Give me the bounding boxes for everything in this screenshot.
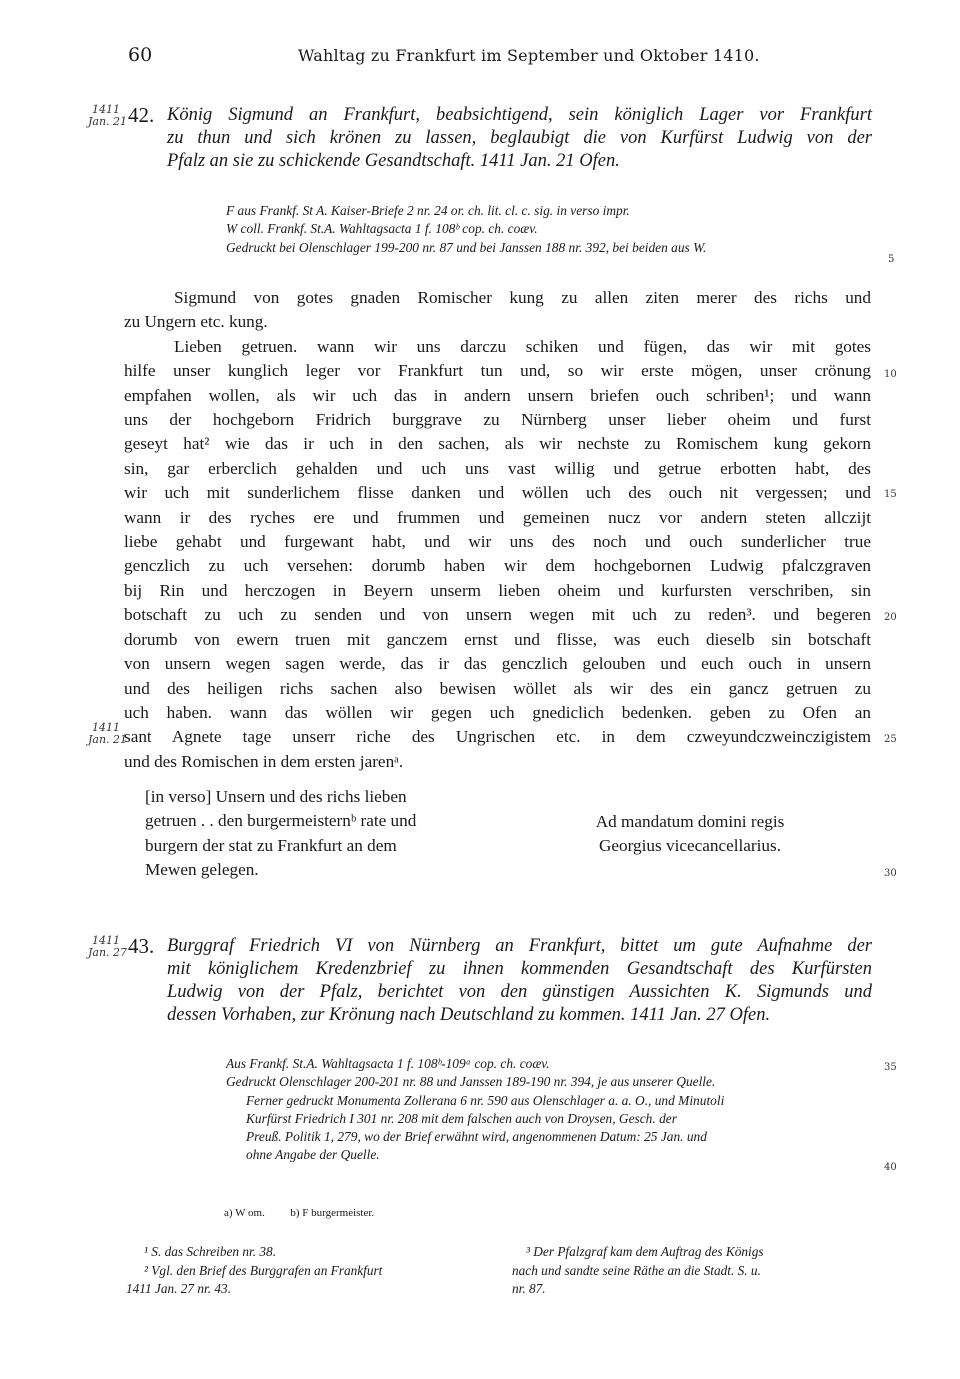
subscription-line: Georgius vicecancellarius. (599, 836, 781, 856)
running-title: Wahltag zu Frankfurt im September und Oktober 1410. (298, 46, 760, 65)
doc43-regest (167, 935, 872, 1027)
doc42-date-margin (88, 104, 127, 128)
source-line: Aus Frankf. St.A. Wahltagsacta 1 f. 108ᵇ-109ᵃ cop. ch. coæv. (226, 1056, 550, 1071)
body-line: empfahen wollen, als wir uch das in andern unsern briefen ouch schriben¹; und wann (124, 385, 871, 405)
body-line: bij Rin und herczogen in Beyern unserm lieben oheim und kurfursten verschriben, sin (124, 580, 871, 600)
doc42-address (145, 785, 495, 883)
doc43-sources (226, 1055, 876, 1165)
source-line: ohne Angabe der Quelle. (246, 1147, 380, 1163)
doc42-number: 42. (128, 103, 155, 127)
variant-b: b) F burgermeister. (290, 1207, 375, 1219)
regest-line: Burggraf Friedrich VI von Nürnberg an Frankfurt, bittet um gute Aufnahme der (167, 936, 872, 956)
body-line: wir uch mit sunderlichem flisse danken und wöllen uch des ouch nit vergessen; und (124, 483, 871, 503)
date-day: Jan. 21 (88, 733, 128, 746)
body-line: Sigmund von gotes gnaden Romischer kung zu allen ziten merer des richs und (174, 288, 871, 307)
footnote-line: nach und sandte seine Räthe an die Stadt. S. u. (512, 1262, 761, 1278)
date-day: Jan. 21 (88, 115, 128, 128)
source-line: Gedruckt Olenschlager 200-201 nr. 88 und Janssen 189-190 nr. 394, je aus unserer Quelle. (226, 1074, 716, 1090)
address-line: [in verso] Unsern und des richs lieben (145, 787, 407, 806)
variant-apparatus (224, 1207, 374, 1219)
source-line: Ferner gedruckt Monumenta Zollerana 6 nr. 590 aus Olenschlager a. a. O., und Minutoli (246, 1092, 725, 1108)
date-year: 1411 (92, 934, 120, 947)
source-line: W coll. Frankf. St.A. Wahltagsacta 1 f. 108ᵇ cop. ch. coæv. (226, 221, 538, 237)
regest-line: König Sigmund an Frankfurt, beabsichtigend, sein königlich Lager vor Frankfurt (167, 105, 872, 125)
footnote-line: ² Vgl. den Brief des Burggrafen an Frankfurt (144, 1262, 383, 1278)
body-line: wann ir des ryches ere und frummen und gemeinen nucz vor andern steten allczijt (124, 507, 871, 527)
line-number: 40 (884, 1162, 897, 1173)
source-line: Kurfürst Friedrich I 301 nr. 208 mit dem falschen auch von Droysen, Gesch. der (246, 1110, 677, 1126)
body-line: sin, gar erberclich gehalden und uch uns vast willig und getrue erbotten habt, des (124, 458, 871, 478)
line-number: 30 (884, 868, 897, 879)
footnote-line: 1411 Jan. 27 nr. 43. (126, 1281, 232, 1296)
subscription-line: Ad mandatum domini regis (595, 812, 785, 831)
line-number: 25 (884, 734, 897, 745)
source-line: F aus Frankf. St A. Kaiser-Briefe 2 nr. 24 or. ch. lit. cl. c. sig. in verso impr. (226, 203, 630, 218)
body-line: von unsern wegen sagen werde, das ir das genczlich gelouben und euch ouch in unsern (124, 654, 871, 674)
body-line: und des heiligen richs sachen also bewisen wöllet als wir des ein gancz getruen zu (124, 678, 871, 698)
date-day: Jan. 27 (88, 946, 128, 959)
doc42-sources (226, 202, 876, 257)
footnote-line: ³ Der Pfalzgraf kam dem Auftrag des Königs (526, 1244, 764, 1259)
line-number: 5 (888, 254, 895, 265)
line-number: 10 (884, 369, 897, 380)
address-line: burgern der stat zu Frankfurt an dem (145, 835, 397, 855)
body-line: und des Romischen in dem ersten jarenᵃ. (124, 751, 404, 771)
doc43-number: 43. (128, 934, 155, 958)
doc42-body-date-margin (88, 722, 127, 746)
doc43-date-margin (88, 935, 127, 959)
body-line: zu Ungern etc. kung. (124, 312, 268, 332)
date-year: 1411 (92, 103, 120, 116)
body-line: hilfe unser kunglich leger vor Frankfurt tun und, so wir erste mögen, unser crönung (124, 361, 871, 381)
doc42-body (124, 286, 871, 774)
footnote-line: ¹ S. das Schreiben nr. 38. (144, 1244, 277, 1259)
body-line: sant Agnete tage unserr riche des Ungrischen etc. in dem czweyundczweinczigistem (124, 727, 871, 747)
regest-line: mit königlichem Kredenzbrief zu ihnen kommenden Gesandtschaft des Kurfürsten (167, 959, 872, 979)
variant-a: a) W om. (224, 1207, 265, 1219)
address-line: getruen . . den burgermeisternᵇ rate und (145, 811, 417, 831)
body-line: uns der hochgeborn Fridrich burggrave zu Nürnberg unser lieber oheim und furst (124, 410, 871, 430)
line-number: 15 (884, 489, 897, 500)
body-line: Lieben getruen. wann wir uns darczu schiken und fügen, das wir mit gotes (174, 336, 871, 356)
doc42-subscription (560, 810, 820, 859)
address-line: Mewen gelegen. (145, 860, 259, 880)
source-line: Gedruckt bei Olenschlager 199-200 nr. 87 und bei Janssen 188 nr. 392, bei beiden aus W. (226, 239, 707, 255)
regest-line: dessen Vorhaben, zur Krönung nach Deutschland zu kommen. 1411 Jan. 27 Ofen. (167, 1005, 771, 1025)
regest-line: zu thun und sich krönen zu lassen, beglaubigt die von Kurfürst Ludwig von der (167, 128, 872, 148)
line-number: 35 (884, 1062, 897, 1073)
body-line: liebe gehabt und furgewant habt, und wir uns des noch und ouch sunderlicher true (124, 532, 871, 552)
line-number: 20 (884, 612, 897, 623)
regest-line: Pfalz an sie zu schickende Gesandtschaft. 1411 Jan. 21 Ofen. (167, 151, 620, 171)
footnotes-right (512, 1243, 877, 1299)
body-line: geseyt hat² wie das ir uch in den sachen, als wir nechste zu Romischem kung gekorn (124, 434, 871, 454)
page-number: 60 (128, 44, 153, 66)
body-line: botschaft zu uch zu senden und von unsern wegen mit uch zu reden³. und begeren (124, 605, 871, 625)
source-line: Preuß. Politik 1, 279, wo der Brief erwähnt wird, angenommenen Datum: 25 Jan. und (246, 1129, 707, 1145)
regest-line: Ludwig von der Pfalz, berichtet von den günstigen Aussichten K. Sigmunds und (167, 982, 872, 1002)
date-year: 1411 (92, 721, 120, 734)
footnotes-left (126, 1243, 506, 1299)
body-line: uch haben. wann das wöllen wir gegen uch gnediclich bedenken. geben zu Ofen an (124, 702, 871, 722)
footnote-line: nr. 87. (512, 1281, 546, 1296)
body-line: genczlich zu uch versehen: dorumb haben wir dem hochgebornen Ludwig pfalczgraven (124, 556, 871, 576)
doc42-regest (167, 104, 872, 173)
body-line: dorumb von ewern truen mit ganczem ernst und flisse, was euch dieselb sin botschaft (124, 629, 871, 649)
